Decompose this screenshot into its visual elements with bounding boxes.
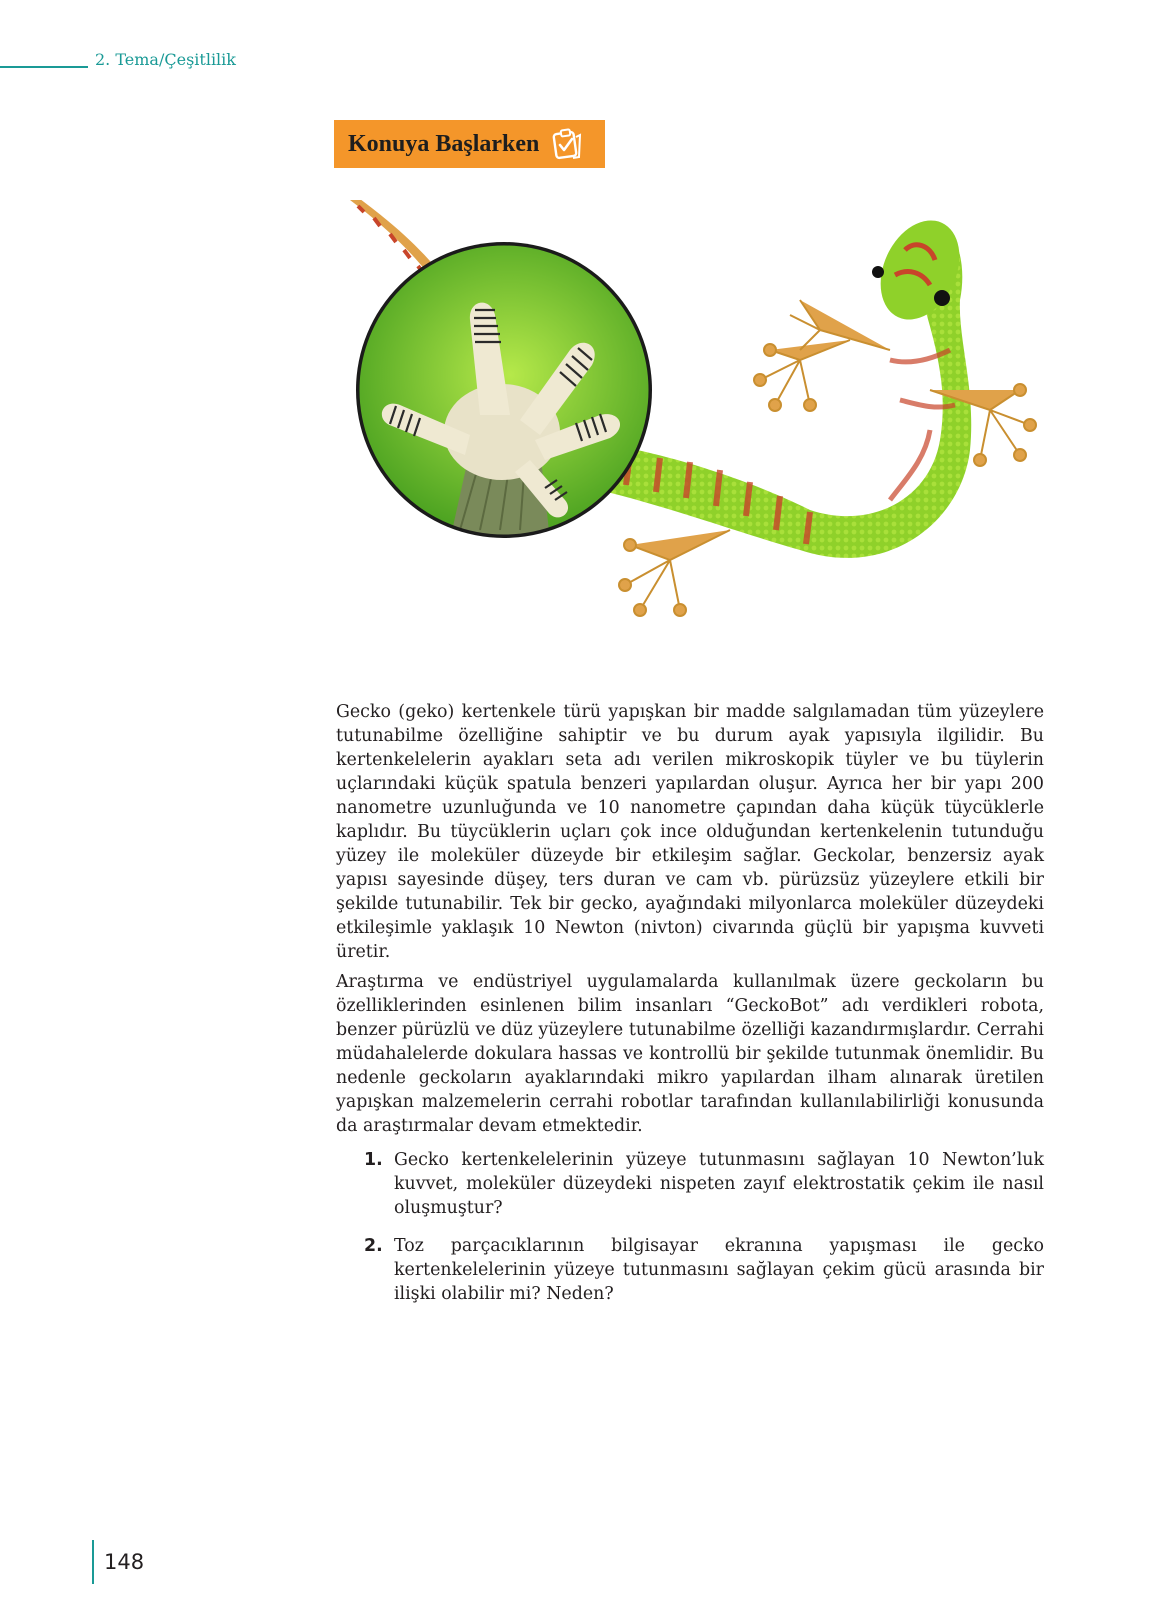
clipboard-check-icon <box>549 127 583 161</box>
section-badge <box>334 120 605 168</box>
paragraph-intro: Gecko (geko) kertenkele türü yapışkan bir madde salgılamadan tüm yüzeylere tutunabilme özelliğine sahiptir ve bu durum ayak yapısıyla ilgilidir. Bu kertenkelelerin ayakları seta adı verilen mikroskopik tüyler ve bu tüylerin uçlarındaki küçük spatula benzeri yapılardan oluşur. Ayrıca her bir yapı 200 nanometre uzunluğunda ve 10 nanometre çapından daha küçük tüycüklerle kaplıdır. Bu tüycüklerin uçları çok ince olduğundan kertenkelenin tutunduğu yüzey ile moleküler düzeyde bir etkileşim sağlar. Geckolar, benzersiz ayak yapısı sayesinde düşey, ters duran ve cam vb. pürüzsüz yüzeylere etkili bir şekilde tutunabilir. Tek bir gecko, ayağındaki milyonlarca moleküler düzeydeki etkileşimle yaklaşık 10 Newton (nivton) civarında güçlü bir yapışma kuvveti üretir. <box>336 702 1044 962</box>
page-number-rule <box>92 1540 94 1584</box>
section-header: 2. Tema/Çeşitlilik <box>95 50 236 69</box>
gecko-legs <box>619 300 1036 616</box>
question-item <box>364 1234 1044 1306</box>
paragraph-research: Araştırma ve endüstriyel uygulamalarda kullanılmak üzere geckoların bu özelliklerinden esinlenen bilim insanları “GeckoBot” adı verdikleri robota, benzer pürüzlü ve düz yüzeylere tutunabilme özelliği kazandırmışlardır. Cerrahi müdahalelerde dokulara hassas ve kontrollü bir şekilde tutunmak önemlidir. Bu nedenle geckoların ayaklarındaki mikro yapılardan ilham alınarak üretilen yapışkan malzemelerin cerrahi robotlar tarafından kullanılabilirliği konusunda da araştırmalar devam etmektedir. <box>336 972 1044 1136</box>
header-rule <box>0 66 88 68</box>
question-text: Toz parçacıklarının bilgisayar ekranına yapışması ile gecko kertenkelelerinin yüzeye tutunmasını sağlayan çekim gücü arasında bir ilişki olabilir mi? Neden? <box>394 1236 1044 1304</box>
page-number: 148 <box>104 1550 145 1574</box>
question-text: Gecko kertenkelelerinin yüzeye tutunmasını sağlayan 10 Newton’luk kuvvet, moleküler düzeydeki nispeten zayıf elektrostatik çekim ile nasıl oluşmuştur? <box>394 1150 1044 1218</box>
gecko-illustration <box>330 200 1050 660</box>
question-number: 1. <box>364 1150 383 1170</box>
section-badge-title: Konuya Başlarken <box>348 130 540 157</box>
question-item <box>364 1148 1044 1220</box>
question-number: 2. <box>364 1236 383 1256</box>
